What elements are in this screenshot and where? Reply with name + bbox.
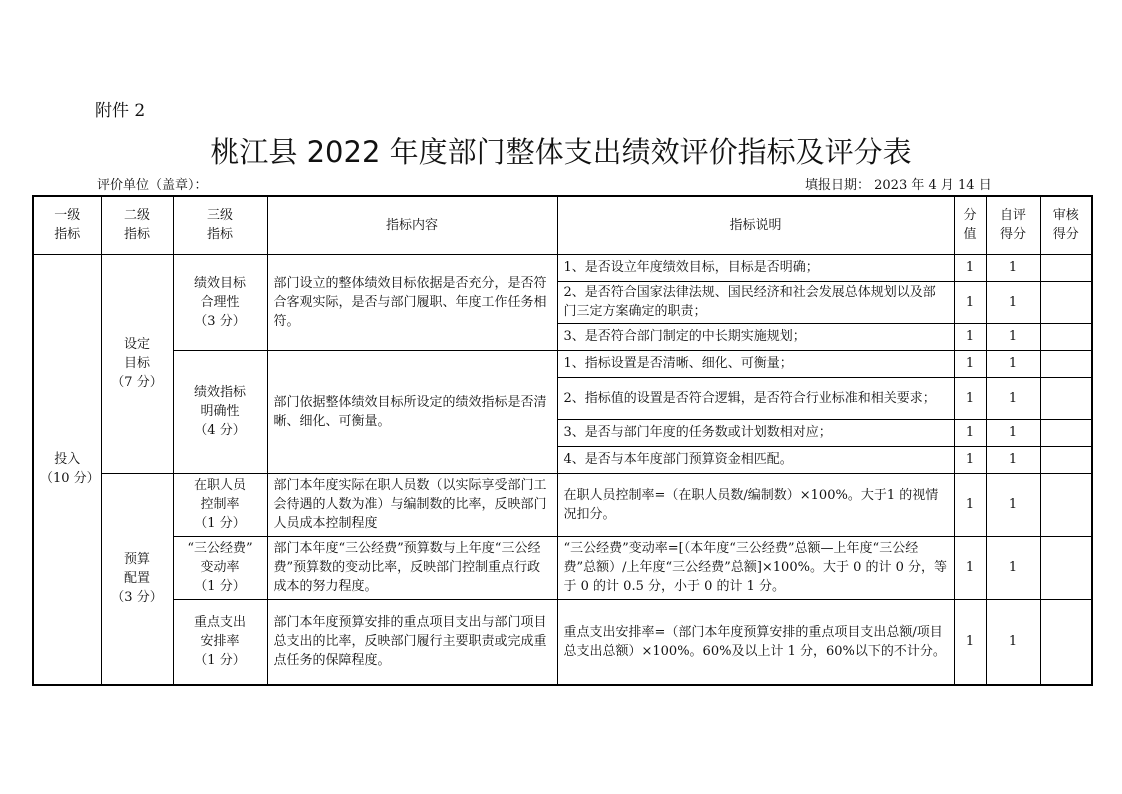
- description-cell: 在职人员控制率=（在职人员数/编制数）×100%。大于1 的视情况扣分。: [557, 473, 954, 536]
- description-cell: 2、是否符合国家法律法规、国民经济和社会发展总体规划以及部门三定方案确定的职责；: [557, 281, 954, 323]
- score-cell: 1: [954, 599, 986, 685]
- level3-cell: “三公经费” 变动率 （1 分）: [173, 536, 267, 599]
- audit-score-cell: [1040, 323, 1092, 350]
- score-cell: 1: [954, 419, 986, 446]
- score-cell: 1: [954, 323, 986, 350]
- audit-score-cell: [1040, 446, 1092, 473]
- audit-score-cell: [1040, 350, 1092, 377]
- fill-date: 填报日期： 2023 年 4 月 14 日: [805, 178, 992, 193]
- description-cell: 3、是否符合部门制定的中长期实施规划；: [557, 323, 954, 350]
- score-cell: 1: [954, 350, 986, 377]
- self-score-cell: 1: [986, 377, 1040, 419]
- header-row: [33, 196, 1092, 254]
- score-cell: 1: [954, 446, 986, 473]
- audit-score-cell: [1040, 473, 1092, 536]
- table-row: [33, 536, 1092, 599]
- header-level2: 二级 指标: [101, 196, 173, 254]
- header-content: 指标内容: [267, 196, 557, 254]
- self-score-cell: 1: [986, 599, 1040, 685]
- content-cell: 部门本年度“三公经费”预算数与上年度“三公经费”预算数的变动比率，反映部门控制重点行政成本的努力程度。: [267, 536, 557, 599]
- score-cell: 1: [954, 281, 986, 323]
- audit-score-cell: [1040, 377, 1092, 419]
- self-score-cell: 1: [986, 419, 1040, 446]
- audit-score-cell: [1040, 281, 1092, 323]
- self-score-cell: 1: [986, 350, 1040, 377]
- table-row: [33, 473, 1092, 536]
- level3-cell: 绩效目标 合理性 （3 分）: [173, 254, 267, 350]
- content-cell: 部门本年度实际在职人员数（以实际享受部门工会待遇的人数为准）与编制数的比率，反映部门人员成本控制程度: [267, 473, 557, 536]
- self-score-cell: 1: [986, 446, 1040, 473]
- table-row: [33, 254, 1092, 281]
- header-self-score: 自评 得分: [986, 196, 1040, 254]
- level3-cell: 绩效指标 明确性 （4 分）: [173, 350, 267, 473]
- level2-cell: 预算 配置 （3 分）: [101, 473, 173, 685]
- audit-score-cell: [1040, 599, 1092, 685]
- self-score-cell: 1: [986, 254, 1040, 281]
- table-row: [33, 350, 1092, 377]
- score-cell: 1: [954, 377, 986, 419]
- self-score-cell: 1: [986, 536, 1040, 599]
- score-cell: 1: [954, 473, 986, 536]
- description-cell: 3、是否与部门年度的任务数或计划数相对应；: [557, 419, 954, 446]
- level2-cell: 设定 目标 （7 分）: [101, 254, 173, 473]
- header-level3: 三级 指标: [173, 196, 267, 254]
- header-level1: 一级 指标: [33, 196, 101, 254]
- evaluation-table: [32, 195, 1093, 686]
- self-score-cell: 1: [986, 281, 1040, 323]
- content-cell: 部门设立的整体绩效目标依据是否充分，是否符合客观实际，是否与部门履职、年度工作任务相符。: [267, 254, 557, 350]
- table-row: [33, 599, 1092, 685]
- eval-unit-label: 评价单位（盖章）：: [97, 178, 208, 193]
- description-cell: 2、指标值的设置是否符合逻辑，是否符合行业标准和相关要求；: [557, 377, 954, 419]
- description-cell: 重点支出安排率=（部门本年度预算安排的重点项目支出总额/项目总支出总额）×100%。60%及以上计 1 分，60%以下的不计分。: [557, 599, 954, 685]
- audit-score-cell: [1040, 419, 1092, 446]
- description-cell: 1、指标设置是否清晰、细化、可衡量；: [557, 350, 954, 377]
- header-description: 指标说明: [557, 196, 954, 254]
- header-score: 分 值: [954, 196, 986, 254]
- description-cell: “三公经费”变动率=[（本年度“三公经费”总额—上年度“三公经费”总额）/上年度“三公经费”总额]×100%。大于 0 的计 0 分，等于 0 的计 0.5 分，小于 0 的计 1 分。: [557, 536, 954, 599]
- level3-cell: 在职人员 控制率 （1 分）: [173, 473, 267, 536]
- audit-score-cell: [1040, 254, 1092, 281]
- header-audit-score: 审核 得分: [1040, 196, 1092, 254]
- score-cell: 1: [954, 536, 986, 599]
- level3-cell: 重点支出 安排率 （1 分）: [173, 599, 267, 685]
- content-cell: 部门本年度预算安排的重点项目支出与部门项目总支出的比率，反映部门履行主要职责或完成重点任务的保障程度。: [267, 599, 557, 685]
- description-cell: 1、是否设立年度绩效目标，目标是否明确；: [557, 254, 954, 281]
- score-cell: 1: [954, 254, 986, 281]
- audit-score-cell: [1040, 536, 1092, 599]
- attachment-label: 附件 2: [95, 101, 146, 121]
- self-score-cell: 1: [986, 323, 1040, 350]
- content-cell: 部门依据整体绩效目标所设定的绩效指标是否清晰、细化、可衡量。: [267, 350, 557, 473]
- page-title: 桃江县 2022 年度部门整体支出绩效评价指标及评分表: [210, 135, 912, 169]
- description-cell: 4、是否与本年度部门预算资金相匹配。: [557, 446, 954, 473]
- self-score-cell: 1: [986, 473, 1040, 536]
- level1-cell: 投入 （10 分）: [33, 254, 101, 685]
